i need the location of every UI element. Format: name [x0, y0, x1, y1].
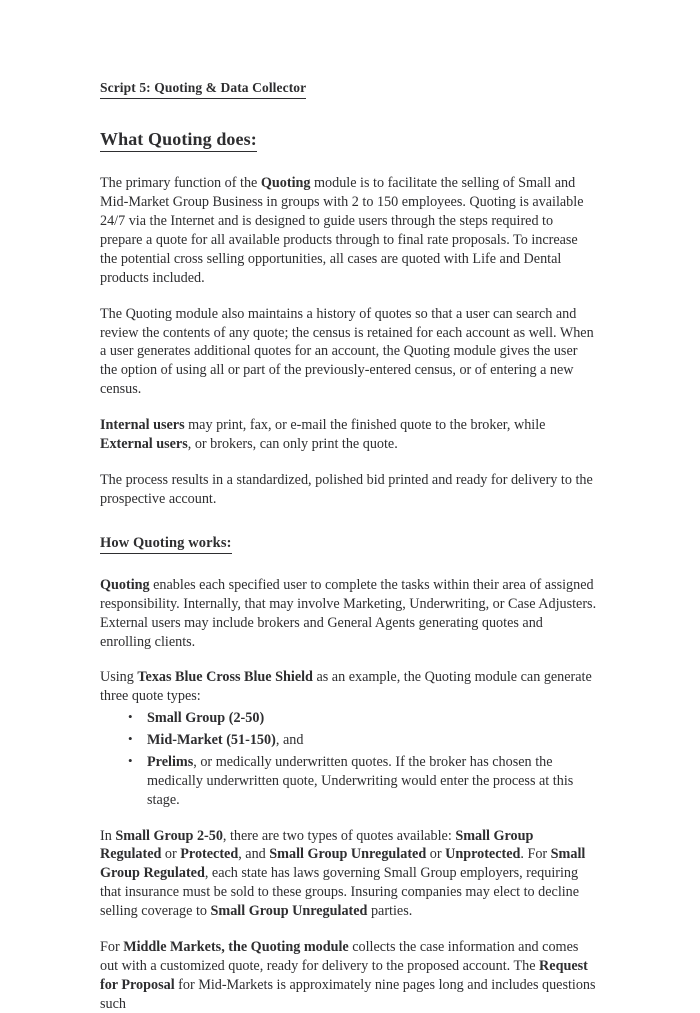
paragraph-quoting-enables: [100, 576, 597, 652]
paragraph-text: parties.: [367, 903, 413, 920]
paragraph-text: , each state has laws governing Small Group employers, requiring that insurance must be sold to these groups. Insuring companies may elect to decline selling coverage to: [100, 865, 580, 920]
document-title-text: Script 5: Quoting & Data Collector: [100, 80, 306, 99]
emphasis-quoting: Quoting: [260, 175, 311, 192]
paragraph-texas-bcbs-example: [100, 668, 597, 706]
emphasis-small-group-2-50: Small Group 2-50: [115, 827, 223, 844]
paragraph-text: For: [100, 938, 124, 955]
paragraph-text: as an example, the Quoting module can generate three quote types:: [100, 669, 592, 705]
paragraph-text: module is to facilitate the selling of Small and Mid-Market Group Business in groups with 2 to 150 employees. Quoting is available 24/7 via the Internet and is designed to guide users through the steps required to prepare a quote for all available products through to final rate proposals. To increase the potential cross selling opportunities, all cases are quoted with Life and Dental products included.: [100, 175, 584, 286]
list-item: [100, 731, 597, 750]
emphasis-small-group-regulated: Small Group Regulated: [100, 846, 586, 882]
list-item-label: Small Group (2-50): [147, 710, 265, 727]
paragraph-text: collects the case information and comes out with a customized quote, ready for delivery to the proposed account. The: [100, 938, 579, 974]
paragraph-process-results: The process results in a standardized, polished bid printed and ready for delivery to the prospective account.: [100, 471, 593, 507]
paragraph-text: Using: [100, 669, 138, 686]
paragraph-small-group-types: [100, 827, 597, 921]
paragraph-text: enables each specified user to complete the tasks within their area of assigned responsibility. Internally, that may involve Marketing, Underwriting, or Case Adjusters. External users may include brokers and General Agents generating quotes and enrolling clients.: [100, 576, 597, 650]
document-body: [100, 80, 597, 1013]
emphasis-small-group-unregulated: Small Group Unregulated: [210, 903, 368, 920]
heading-how-quoting-works-text: How Quoting works:: [100, 535, 232, 554]
emphasis-middle-markets: Middle Markets, the Quoting module: [123, 938, 349, 955]
paragraph-text: or: [161, 846, 181, 863]
emphasis-request-for-proposal: Request for Proposal: [100, 957, 588, 993]
document-title: [100, 80, 597, 99]
paragraph-quote-history: The Quoting module also maintains a history of quotes so that a user can search and review the contents of any quote; the census is retained for each account as well. When a user generates additional quotes for an account, the Quoting module gives the user the option of using all or part of the previously-entered census, or of entering a new census.: [100, 305, 594, 398]
list-item: [100, 753, 597, 810]
emphasis-unprotected: Unprotected: [445, 846, 521, 863]
heading-what-quoting-does-text: What Quoting does:: [100, 129, 257, 153]
emphasis-texas-blue-cross-blue-shield: Texas Blue Cross Blue Shield: [137, 669, 313, 686]
emphasis-internal-users: Internal users: [100, 417, 185, 434]
emphasis-protected: Protected: [180, 846, 239, 863]
paragraph-internal-external-users: [100, 416, 597, 454]
list-item-label: Mid-Market (51-150): [147, 732, 276, 749]
list-item-text: , or medically underwritten quotes. If the broker has chosen the medically underwritten quote, Underwriting would enter the process at this stage.: [147, 753, 574, 808]
emphasis-small-group-regulated: Small Group Regulated: [100, 827, 534, 863]
emphasis-external-users: External users: [100, 435, 188, 452]
list-item-text: , and: [275, 732, 304, 749]
heading-what-quoting-does: [100, 129, 597, 153]
paragraph-text: , there are two types of quotes available:: [222, 827, 456, 844]
paragraph-primary-function: [100, 174, 597, 287]
paragraph-text: In: [100, 827, 116, 844]
paragraph-text: , or brokers, can only print the quote.: [187, 435, 398, 452]
paragraph-text: for Mid-Markets is approximately nine pages long and includes questions such: [100, 976, 596, 1012]
paragraph-text: The primary function of the: [100, 175, 261, 192]
list-item: [100, 709, 597, 728]
paragraph-text: or: [426, 846, 446, 863]
paragraph-text: , and: [238, 846, 270, 863]
heading-how-quoting-works: [100, 535, 597, 554]
quote-types-list: [100, 709, 597, 809]
emphasis-quoting: Quoting: [100, 576, 150, 593]
paragraph-middle-markets: [100, 938, 597, 1013]
list-item-label: Prelims: [147, 753, 194, 770]
paragraph-text: . For: [520, 846, 551, 863]
emphasis-small-group-unregulated: Small Group Unregulated: [269, 846, 427, 863]
paragraph-text: may print, fax, or e-mail the finished quote to the broker, while: [184, 417, 546, 434]
